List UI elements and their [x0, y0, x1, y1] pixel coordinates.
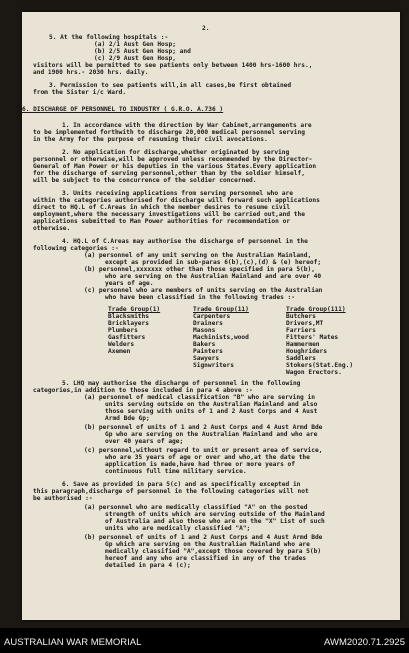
- para-6-line: (a) personnel who are medically classified "A" on the posted: [84, 504, 308, 511]
- trade-item: Plumbers: [108, 327, 138, 334]
- trade-item: Drainers: [193, 320, 223, 327]
- trade-item: Gasfitters: [108, 334, 146, 341]
- trade-item: Blacksmiths: [108, 313, 149, 320]
- trade-item: Stokers(Stat.Eng.): [286, 362, 354, 369]
- para-5-line: categories,in addition to those included in para 4 above :-: [33, 387, 253, 394]
- para-5-line: continuous full time military service.: [105, 468, 247, 475]
- para-3-line: applications submitted to Man Power authorities for recommendation or: [33, 218, 291, 225]
- para-5-line: over 40 years of age;: [105, 438, 184, 445]
- para-3-line: within the categories authorised for discharge will forward such applications: [33, 197, 320, 204]
- trade-item: Saddlers: [286, 355, 316, 362]
- para-2-line: for the discharge of serving personnel,other than by the soldier himself,: [33, 170, 305, 177]
- para-6-line: Gp which are serving on the Australian Mainland who are: [105, 541, 310, 548]
- para-5-line: (b) personnel of units of 1 and 2 Aust Corps and 4 Aust Armd Bde: [84, 424, 323, 431]
- trade-item: Wagon Erectors.: [286, 369, 342, 376]
- para-4-line: years of age.: [105, 280, 154, 287]
- trade-item: Farriers: [286, 327, 316, 334]
- para-6-line: of Australia and also those who are on the "X" List of such: [105, 518, 325, 525]
- archive-footer: [0, 628, 409, 653]
- archive-credit: AUSTRALIAN WAR MEMORIAL: [4, 637, 142, 648]
- para-5-line: (a) personnel of medical classification "B" who are serving in: [84, 394, 315, 401]
- para-2-line: 2. No application for discharge,whether originated by serving: [62, 149, 290, 156]
- item-3-line: from the Sister i/c Ward.: [33, 89, 127, 96]
- para-5-line: those serving with units of 1 and 2 Aust Corps and 4 Aust: [105, 408, 318, 415]
- para-4-line: (c) personnel who are members of units serving on the Australian: [84, 287, 323, 294]
- trade-item: Painters: [193, 348, 223, 355]
- trade-item: Welders: [108, 341, 135, 348]
- trade-item: Sawyers: [193, 355, 220, 362]
- para-1-line: in the Army for the purpose of resuming their civil avocations.: [33, 136, 268, 143]
- hospital-list-item: (b) 2/5 Aust Gen Hosp; and: [94, 48, 191, 55]
- accession-number: AWM2020.71.2925: [324, 637, 405, 648]
- para-5-line: application is made,have had three or more years of: [105, 461, 295, 468]
- para-5-line: Gp who are serving on the Australian Mainland and who are: [105, 431, 318, 438]
- trade-item: Carpenters: [193, 313, 231, 320]
- trade-item: Bakers: [193, 341, 216, 348]
- para-6-line: detailed in para 4 (c);: [105, 562, 191, 569]
- para-2-line: General of Man Power or his deputies in the various States.Every application: [33, 163, 317, 170]
- trade-item: Fitters' Mates: [286, 334, 339, 341]
- visitors-line: visitors will be permitted to see patients only between 1400 hrs-1600 hrs.,: [33, 62, 313, 69]
- para-6-line: strength of units which are serving outside of the Mainland: [105, 511, 325, 518]
- document-page: [22, 12, 400, 620]
- para-4-line: 4. HQ.L of C.Areas may authorise the discharge of personnel in the: [62, 238, 308, 245]
- para-6-line: this paragraph,discharge of personnel in the following categories will not: [33, 488, 309, 495]
- para-4-line: (a) personnel of any unit serving on the Australian Mainland,: [84, 252, 312, 259]
- para-2-line: personnel or otherwise,will be approved unless recommended by the Director-: [33, 156, 313, 163]
- para-4-line: who have been classified in the following trades :-: [105, 294, 295, 301]
- para-5-line: Armd Bde Gp;: [105, 415, 150, 422]
- trade-item: Bricklayers: [108, 320, 149, 327]
- para-6-line: hereof and any who are classified in any of the trades: [105, 555, 307, 562]
- para-5-line: units serving outside on the Australian Mainland and also: [105, 401, 318, 408]
- section-heading: 6. DISCHARGE OF PERSONNEL TO INDUSTRY ( G.R.O. A.736 ): [22, 106, 224, 113]
- para-4-line: (b) personnel,xxxxxxx other than those specified in para 5(b),: [84, 266, 315, 273]
- trade-group-heading: Trade Group(111): [286, 306, 346, 313]
- visitors-line: and 1900 hrs.- 2030 hrs. daily.: [33, 69, 149, 76]
- hospital-list-item: (c) 2/9 Aust Gen Hosp,: [94, 55, 176, 62]
- para-3-line: employment,where the necessary investigations will be carried out,and the: [33, 211, 305, 218]
- item-3-line: 3. Permission to see patients will,in all cases,be first obtained: [49, 82, 292, 89]
- trade-item: Signwriters: [193, 362, 234, 369]
- para-3-line: 3. Units receiving applications from serving personnel who are: [62, 190, 293, 197]
- para-2-line: will be subject to the concurrence of the soldier concerned.: [33, 177, 257, 184]
- trade-item: Drivers,MT: [286, 320, 324, 327]
- typed-text: [22, 12, 400, 620]
- trade-item: Machinists,wood: [193, 334, 249, 341]
- para-1-line: 1. In accordance with the direction by War Cabinet,arrangements are: [62, 122, 312, 129]
- para-4-line: following categories :-: [33, 245, 119, 252]
- para-3-line: direct to HQ.L of C.Areas in which the member desires to resume civil: [33, 204, 291, 211]
- para-6-line: units who are medically classified "A";: [105, 525, 251, 532]
- trade-item: Hammermen: [286, 341, 320, 348]
- trade-item: Masons: [193, 327, 216, 334]
- trade-item: Butchers: [286, 313, 316, 320]
- para-4-line: who are serving on the Australian Mainland and are over 40: [105, 273, 322, 280]
- para-6-line: medically classified "A",except those covered by para 5(b): [105, 548, 322, 555]
- trade-item: Axemen: [108, 348, 131, 355]
- para-4-line: except as provided in sub-paras 6(b),(c),(d) & (e) hereof;: [105, 259, 322, 266]
- para-5-line: (c) personnel,without regard to unit or present area of service,: [84, 447, 323, 454]
- para-6-line: 6. Save as provided in para 5(c) and as specifically excepted in: [62, 481, 301, 488]
- para-6-line: be authorised :-: [33, 495, 93, 502]
- trade-group-heading: Trade Group(11): [193, 306, 249, 313]
- para-1-line: to be implemented forthwith to discharge 20,000 medical personnel serving: [33, 129, 305, 136]
- hospital-list-item: (a) 2/1 Aust Gen Hosp;: [94, 41, 176, 48]
- para-6-line: (b) personnel of units of 1 and 2 Aust Corps and 4 Aust Armd Bde: [84, 534, 323, 541]
- hospitals-item: 5. At the following hospitals :-: [49, 34, 169, 41]
- trade-group-heading: Trade Group(1): [108, 306, 161, 313]
- para-5-line: 5. LHQ may authorise the discharge of personnel in the following: [62, 380, 301, 387]
- para-3-line: otherwise.: [33, 225, 71, 232]
- trade-item: Houghriders: [286, 348, 327, 355]
- page-number: 2.: [202, 25, 210, 32]
- para-5-line: who are 35 years of age or over and who,at the date the: [105, 454, 310, 461]
